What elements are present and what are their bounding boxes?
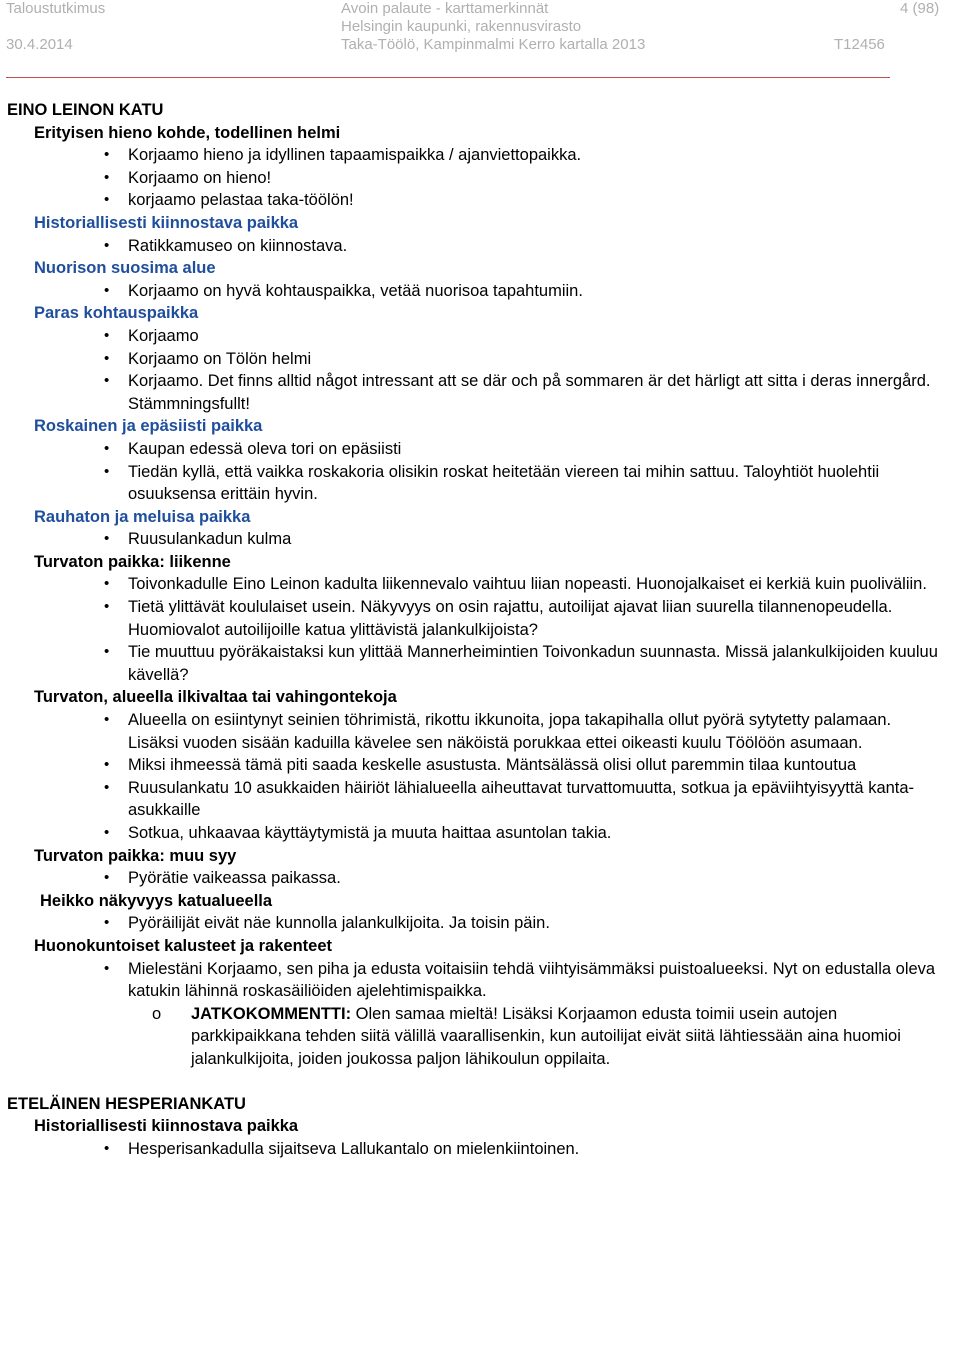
list-item: • Korjaamo hieno ja idyllinen tapaamispaikka / ajanviettopaikka. <box>0 144 960 167</box>
bullet-list <box>0 235 960 258</box>
list-item: • Ratikkamuseo on kiinnostava. <box>0 235 960 258</box>
category-heading: Nuorison suosima alue <box>34 259 216 278</box>
list-item: • Korjaamo. Det finns alltid något intressant att se där och på sommaren är det härligt att sitta i deras innergård. Stämmningsfullt! <box>0 370 960 415</box>
category-heading: Paras kohtauspaikka <box>34 304 199 323</box>
header-code: T12456 <box>834 36 885 53</box>
list-item: • Kaupan edessä oleva tori on epäsiisti <box>0 438 960 461</box>
bullet-list <box>0 709 960 845</box>
category-heading: Turvaton paikka: liikenne <box>34 552 231 571</box>
category-heading: Historiallisesti kiinnostava paikka <box>34 213 299 232</box>
header-org: Taloustutkimus <box>6 0 106 17</box>
list-item: • Korjaamo on Tölön helmi <box>0 348 960 371</box>
list-item: • Korjaamo on hyvä kohtauspaikka, vetää nuorisoa tapahtumiin. <box>0 280 960 303</box>
list-item: • Sotkua, uhkaavaa käyttäytymistä ja muuta haittaa asuntolan takia. <box>0 822 960 845</box>
sub-list-item <box>0 1003 960 1071</box>
list-item: • Pyöräilijät eivät näe kunnolla jalankulkijoita. Ja toisin päin. <box>0 912 960 935</box>
header-project: Taka-Töölö, Kampinmalmi Kerro kartalla 2013 <box>341 36 646 53</box>
header-divider <box>6 77 890 78</box>
list-item: • Tiedän kyllä, että vaikka roskakoria olisikin roskat heitetään viereen tai mihin sattuu. Taloyhtiöt huolehtii osuuksensa erittäin hyvin. <box>0 461 960 506</box>
bullet-list <box>0 280 960 303</box>
list-item: • Ruusulankadun kulma <box>0 528 960 551</box>
category-heading: Turvaton, alueella ilkivaltaa tai vahingontekoja <box>34 688 397 707</box>
list-item: • Tie muuttuu pyöräkaistaksi kun ylittää Mannerheimintien Toivonkadun suunnasta. Missä jalankulkijoiden kuuluu kävellä? <box>0 641 960 686</box>
category-heading: Roskainen ja epäsiisti paikka <box>34 417 263 436</box>
category-heading: Turvaton paikka: muu syy <box>34 846 237 865</box>
list-item: • Mielestäni Korjaamo, sen piha ja edusta voitaisiin tehdä viihtyisämmäksi puistoalueeksi. Nyt on edustalla oleva katukin lähinnä roskasäiliöiden ajelehtimispaikka. <box>0 958 960 1003</box>
document-body <box>0 99 960 1160</box>
sub-bullet-marker: o <box>152 1004 162 1023</box>
section-title: ETELÄINEN HESPERIANKATU <box>7 1094 246 1113</box>
category-heading: Historiallisesti kiinnostava paikka <box>34 1117 299 1136</box>
category-heading: Rauhaton ja meluisa paikka <box>34 507 251 526</box>
list-item: • Korjaamo on hieno! <box>0 167 960 190</box>
list-item: • Miksi ihmeessä tämä piti saada keskelle asustusta. Mäntsälässä olisi ollut paremmin tilaa kuntoutua <box>0 754 960 777</box>
list-item: • Alueella on esiintynyt seinien töhrimistä, rikottu ikkunoita, jopa takapihalla ollut pyörä sytytetty palamaan. Lisäksi vuoden sisään kaduilla kävelee sen näköistä porukkaa ettei oikeasti kuulu Töölöön asumaan. <box>0 709 960 754</box>
header-client: Helsingin kaupunki, rakennusvirasto <box>341 18 582 35</box>
bullet-list <box>0 438 960 506</box>
header-page-number: 4 (98) <box>900 0 940 17</box>
list-item: • Toivonkadulle Eino Leinon kadulta liikennevalo vaihtuu liian nopeasti. Huonojalkaiset ei kerkiä kuin puoliväliin. <box>0 573 960 596</box>
comment-label: JATKOKOMMENTTI: <box>191 1004 352 1023</box>
list-item: • Hesperisankadulla sijaitseva Lallukantalo on mielenkiintoinen. <box>0 1138 960 1161</box>
bullet-list <box>0 912 960 935</box>
section-title: EINO LEINON KATU <box>7 101 164 119</box>
list-item: • Ruusulankatu 10 asukkaiden häiriöt lähialueella aiheuttavat turvattomuutta, sotkua ja epäviihtyisyyttä kanta-asukkaille <box>0 777 960 822</box>
list-item: • korjaamo pelastaa taka-töölön! <box>0 189 960 212</box>
bullet-list <box>0 867 960 890</box>
bullet-list <box>0 144 960 212</box>
category-heading: Heikko näkyvyys katualueella <box>40 891 273 910</box>
category-heading: Huonokuntoiset kalusteet ja rakenteet <box>34 936 332 955</box>
list-item: • Pyörätie vaikeassa paikassa. <box>0 867 960 890</box>
bullet-list <box>0 325 960 415</box>
bullet-list <box>0 573 960 686</box>
bullet-list <box>0 528 960 551</box>
list-item: • Tietä ylittävät koululaiset usein. Näkyvyys on osin rajattu, autoilijat ajavat liian suurella tilannenopeudella. Huomiovalot autoilijoille katua ylittävistä jalankulkijoista? <box>0 596 960 641</box>
list-item: • Korjaamo <box>0 325 960 348</box>
comment-text: Olen samaa mieltä! Lisäksi Korjaamon edusta toimii usein autojen parkkipaikkana tehden siitä välillä vaarallisenkin, kun autoilijat eivät siitä lähtiessään aina huomioi jalankulkijoita, joiden joukossa paljon lähikoulun oppilaita. <box>191 1004 901 1068</box>
bullet-list <box>0 1138 960 1161</box>
header-date: 30.4.2014 <box>6 36 73 53</box>
bullet-list <box>0 958 960 1003</box>
category-heading: Erityisen hieno kohde, todellinen helmi <box>34 123 341 142</box>
header-title: Avoin palaute - karttamerkinnät <box>341 0 549 17</box>
